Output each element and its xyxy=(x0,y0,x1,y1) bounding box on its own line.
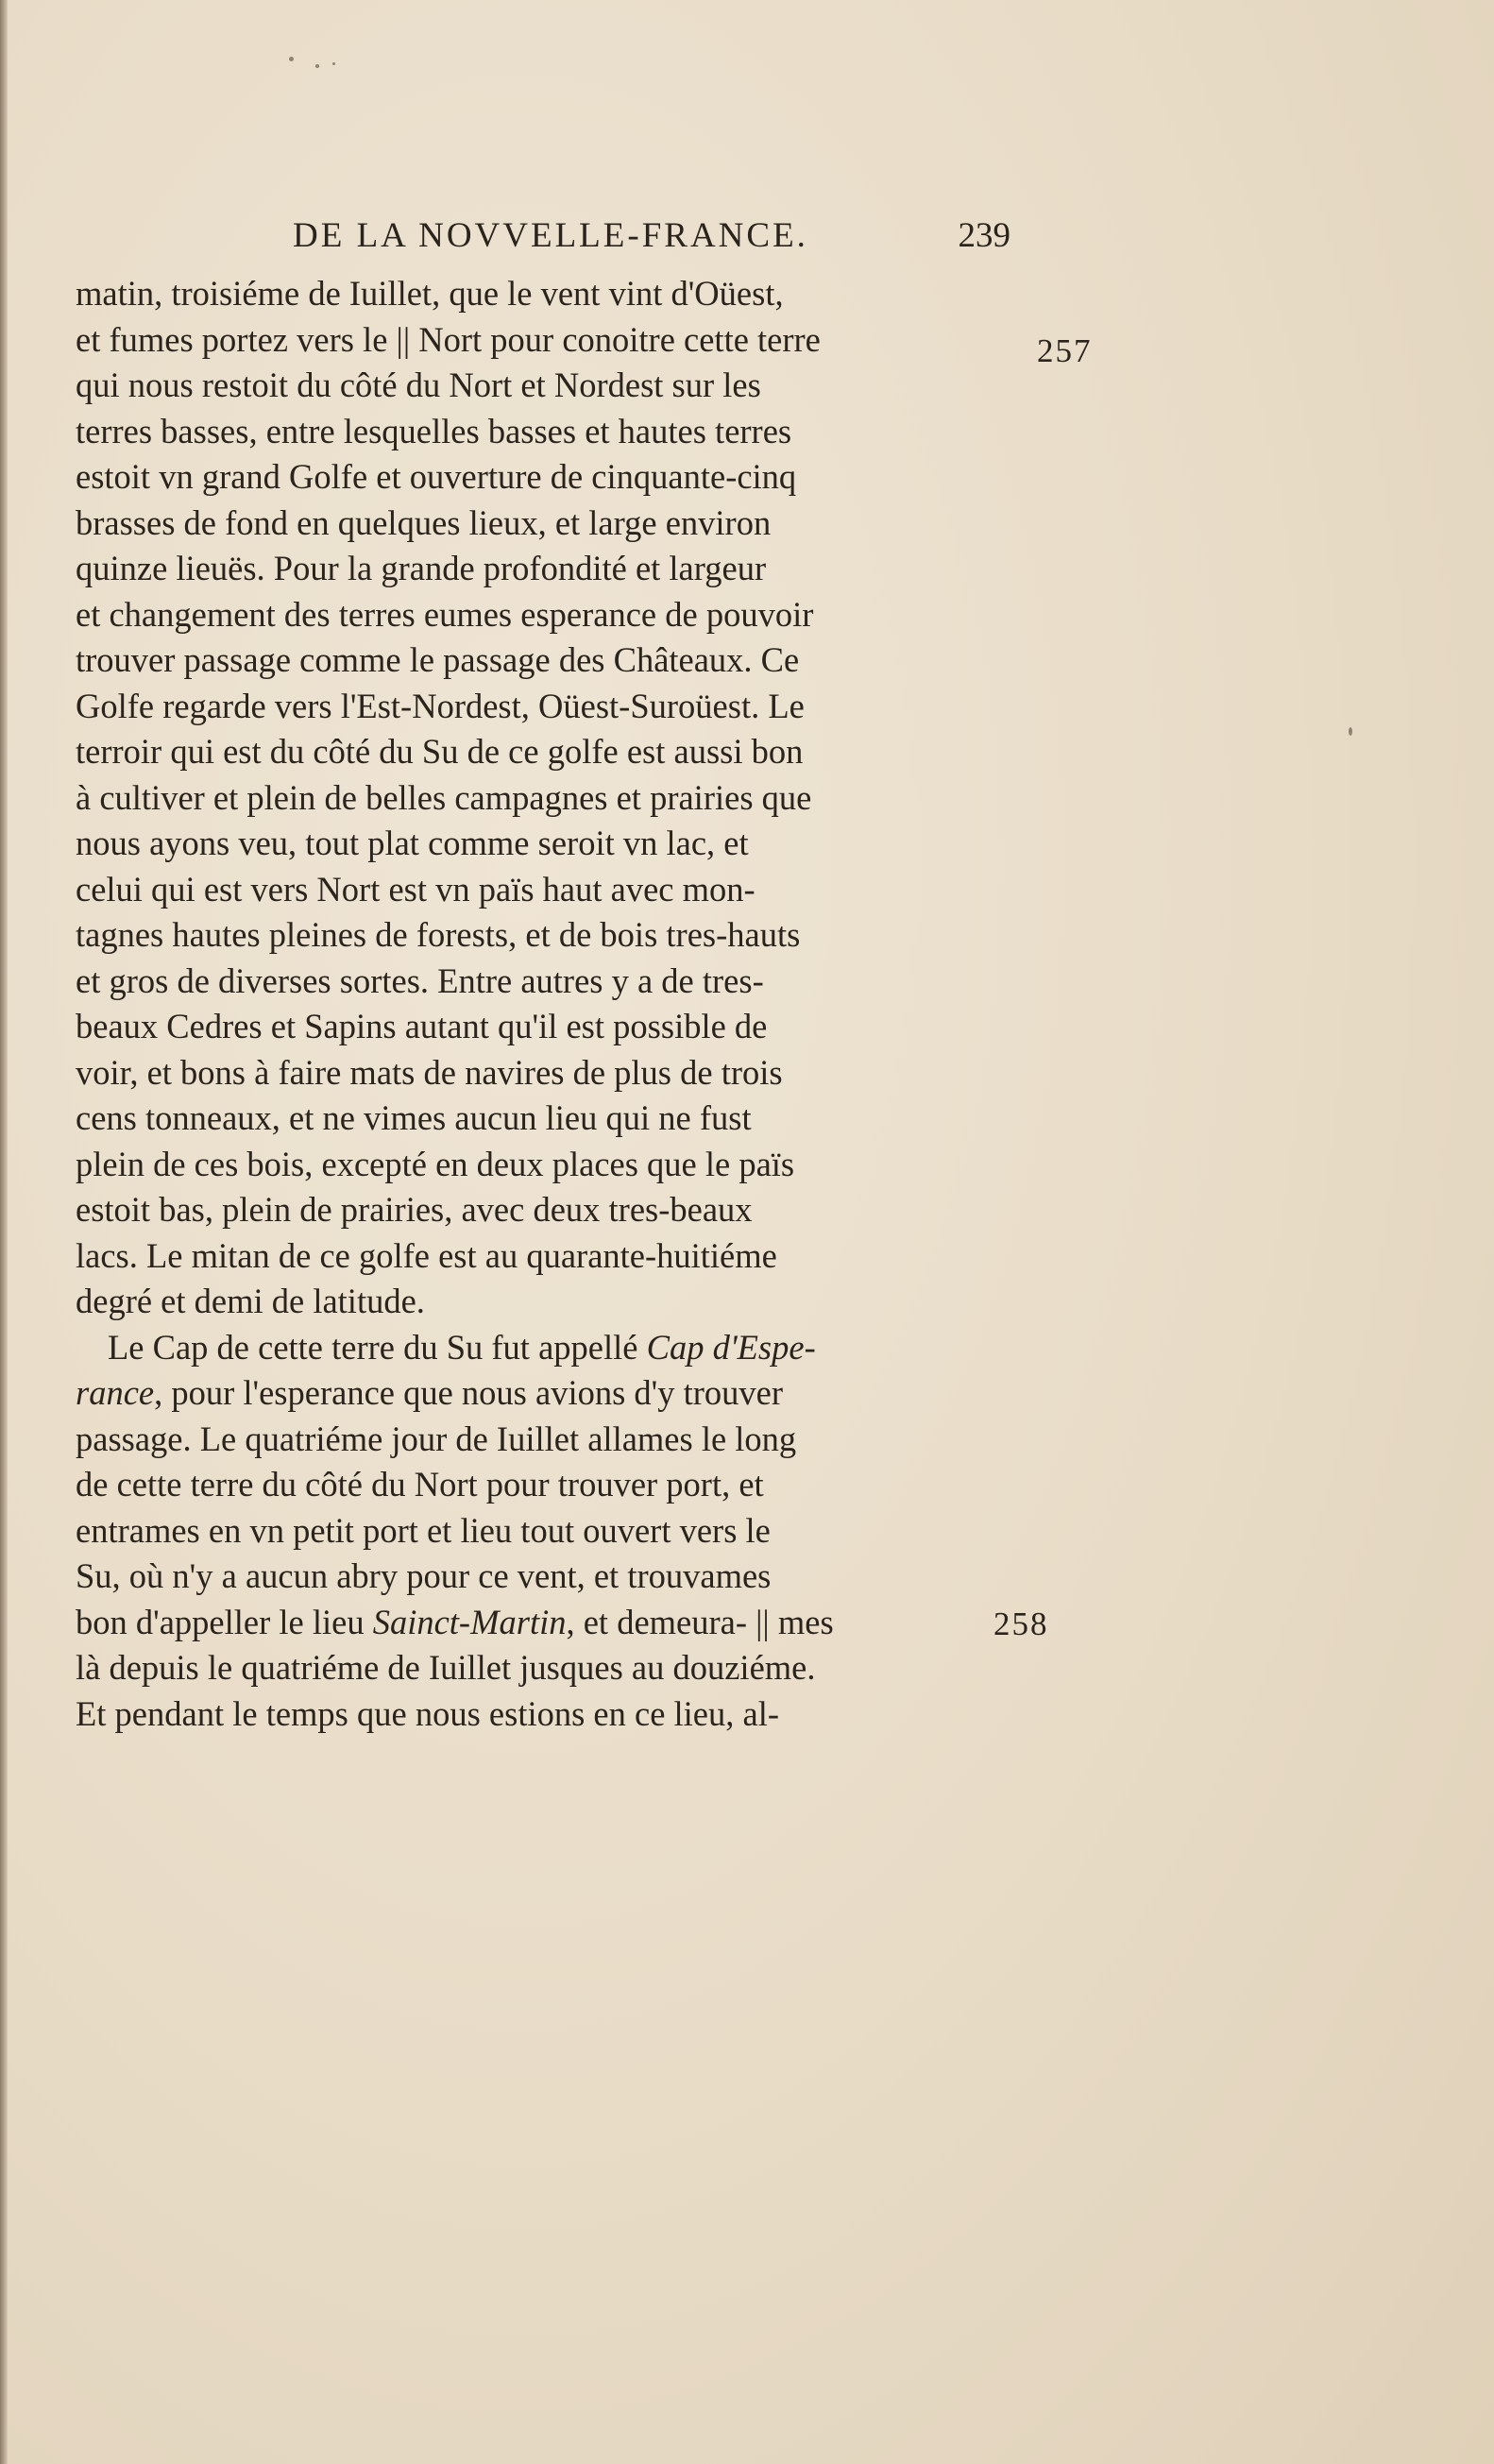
text-line xyxy=(76,1370,1020,1417)
italic-place-name: rance xyxy=(76,1373,155,1412)
paper-speck xyxy=(332,62,335,65)
text-line: brasses de fond en quelques lieux, et large environ xyxy=(76,502,772,542)
text-line: de cette terre du côté du Nort pour trouver port, et xyxy=(76,1465,764,1504)
text-line: terres basses, entre lesquelles basses et hautes terres xyxy=(76,411,792,450)
text-line: entrames en vn petit port et lieu tout ouvert vers le xyxy=(76,1510,771,1550)
text-span: , pour l'esperance que nous avions d'y trouver xyxy=(154,1373,784,1412)
text-line: passage. Le quatriéme jour de Iuillet allames le long xyxy=(76,1419,797,1458)
italic-place-name: Cap d'Espe- xyxy=(646,1327,816,1367)
margin-page-ref: 258 xyxy=(993,1606,1049,1642)
text-line xyxy=(76,1600,1020,1646)
text-line: plein de ces bois, excepté en deux places que le païs xyxy=(76,1144,795,1183)
text-line: estoit bas, plein de prairies, avec deux tres-beaux xyxy=(76,1190,753,1229)
text-line: trouver passage comme le passage des Châteaux. Ce xyxy=(76,640,800,679)
text-span: , et demeura- || mes xyxy=(566,1602,834,1641)
text-line: degré et demi de latitude. xyxy=(76,1282,425,1320)
body-text xyxy=(76,271,1020,1737)
text-line: Su, où n'y a aucun abry pour ce vent, et trouvames xyxy=(76,1556,772,1595)
paper-speck xyxy=(315,64,319,68)
text-line: et fumes portez vers le || Nort pour conoitre cette terre xyxy=(76,319,821,359)
text-line: quinze lieuës. Pour la grande profondité et largeur xyxy=(76,549,767,587)
text-line: Golfe regarde vers l'Est-Nordest, Oüest-Suroüest. Le xyxy=(76,686,805,725)
text-line: là depuis le quatriéme de Iuillet jusques au douziéme. xyxy=(76,1648,816,1687)
paper-speck xyxy=(289,57,294,61)
text-line: beaux Cedres et Sapins autant qu'il est possible de xyxy=(76,1007,768,1045)
text-line: à cultiver et plein de belles campagnes et prairies que xyxy=(76,777,812,817)
text-line: estoit vn grand Golfe et ouverture de cinquante-cinq xyxy=(76,457,797,496)
running-head xyxy=(293,215,1010,263)
text-line: lacs. Le mitan de ce golfe est au quarante-huitiéme xyxy=(76,1235,777,1275)
text-line: nous ayons veu, tout plat comme seroit vn lac, et xyxy=(76,824,749,862)
paper-speck xyxy=(1349,727,1352,736)
text-span: Le Cap de cette terre du Su fut appellé xyxy=(108,1327,647,1367)
text-line xyxy=(76,1325,1020,1371)
text-span: bon d'appeller le lieu xyxy=(76,1602,373,1641)
text-line: voir, et bons à faire mats de navires de plus de trois xyxy=(76,1052,783,1092)
running-title: DE LA NOVVELLE-FRANCE. xyxy=(293,216,808,255)
page-edge xyxy=(0,0,8,2464)
text-line: Et pendant le temps que nous estions en ce lieu, al- xyxy=(76,1693,780,1733)
page-number: 239 xyxy=(958,216,1010,255)
text-line: celui qui est vers Nort est vn païs haut avec mon- xyxy=(76,869,755,909)
text-line: matin, troisiéme de Iuillet, que le vent vint d'Oüest, xyxy=(76,274,784,313)
italic-place-name: Sainct-Martin xyxy=(372,1602,567,1641)
text-line: qui nous restoit du côté du Nort et Nordest sur les xyxy=(76,365,761,404)
text-line: et changement des terres eumes esperance de pouvoir xyxy=(76,594,814,634)
text-line: terroir qui est du côté du Su de ce golfe est aussi bon xyxy=(76,732,804,771)
text-line: et gros de diverses sortes. Entre autres y a de tres- xyxy=(76,960,764,1000)
text-line: cens tonneaux, et ne vimes aucun lieu qui ne fust xyxy=(76,1098,752,1137)
margin-page-ref: 257 xyxy=(1037,332,1093,369)
text-line: tagnes hautes pleines de forests, et de bois tres-hauts xyxy=(76,915,801,954)
